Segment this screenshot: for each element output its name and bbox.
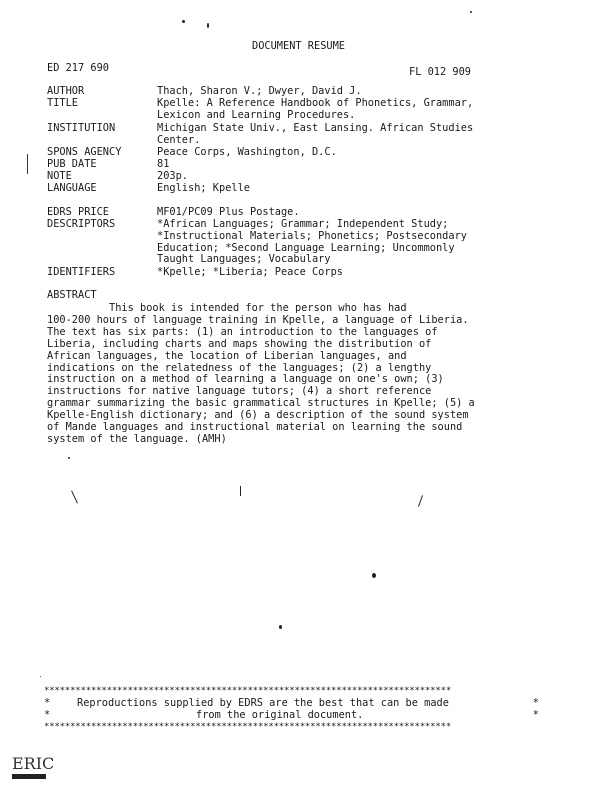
star-left: *: [44, 697, 51, 709]
scan-speck: [372, 573, 376, 578]
field-value-line: 203p.: [157, 170, 188, 182]
field-value-line: Peace Corps, Washington, D.C.: [157, 146, 337, 158]
abstract-text: [47, 303, 547, 446]
abstract-line: grammar summarizing the basic grammatical structures in Kpelle; (5) a: [47, 397, 475, 410]
footer-star-rule-bottom: ******************************************************************************: [44, 722, 452, 732]
field-label-institution: INSTITUTION: [47, 122, 116, 134]
field-value-line: English; Kpelle: [157, 182, 250, 194]
fl-number: FL 012 909: [409, 66, 471, 78]
abstract-line: This book is intended for the person who has had: [47, 302, 407, 314]
eric-logo-bar: [12, 774, 46, 779]
abstract-label: ABSTRACT: [47, 289, 97, 301]
notice-row: [44, 709, 539, 721]
field-label-spons-agency: SPONS AGENCY: [47, 146, 122, 158]
field-value-line: *Kpelle; *Liberia; Peace Corps: [157, 266, 343, 278]
scan-speck: [40, 676, 41, 677]
field-value-line: Lexicon and Learning Procedures.: [157, 108, 356, 121]
field-value-line: *African Languages; Grammar; Independent Study;: [157, 218, 449, 230]
field-value-line: Taught Languages; Vocabulary: [157, 253, 331, 266]
field-value-line: Michigan State Univ., East Lansing. African Studies: [157, 122, 474, 134]
field-label-descriptors: DESCRIPTORS: [47, 218, 116, 230]
abstract-line: Liberia, including charts and maps showing the distribution of: [47, 337, 432, 350]
field-value-title: [157, 98, 577, 122]
scan-speck: [71, 490, 78, 503]
field-value-line: 81: [157, 158, 170, 170]
scan-speck: [240, 486, 241, 496]
field-value-language: [157, 183, 577, 195]
abstract-line: 100-200 hours of language training in Kpelle, a language of Liberia.: [47, 313, 469, 326]
field-value-line: Thach, Sharon V.; Dwyer, David J.: [157, 85, 362, 97]
footer-star-rule-top: ******************************************************************************: [44, 686, 452, 696]
field-label-note: NOTE: [47, 170, 72, 182]
notice-line-2: from the original document.: [196, 709, 364, 721]
scan-speck: [279, 625, 282, 629]
field-value-line: MF01/PC09 Plus Postage.: [157, 206, 300, 218]
field-value-line: Education; *Second Language Learning; Uncommonly: [157, 241, 455, 254]
scan-speck: [68, 457, 70, 459]
field-value-descriptors: [157, 219, 577, 266]
field-value-spons-agency: [157, 147, 577, 159]
field-label-pub-date: PUB DATE: [47, 158, 97, 170]
field-value-line: *Instructional Materials; Phonetics; Postsecondary: [157, 229, 467, 242]
ed-number: ED 217 690: [47, 62, 109, 74]
field-value-line: Center.: [157, 133, 201, 146]
star-left: *: [44, 709, 51, 721]
document-title: DOCUMENT RESUME: [252, 40, 345, 52]
field-label-identifiers: IDENTIFIERS: [47, 266, 116, 278]
field-value-institution: [157, 123, 577, 147]
eric-logo: [12, 754, 55, 782]
abstract-line: African languages, the location of Liberian languages, and: [47, 349, 407, 362]
scan-speck: [470, 11, 472, 13]
notice-row: [44, 697, 539, 709]
abstract-line: instruction on a method of learning a language on one's own; (3): [47, 373, 444, 386]
field-label-edrs-price: EDRS PRICE: [47, 206, 109, 218]
scan-speck: [207, 23, 209, 28]
field-label-language: LANGUAGE: [47, 182, 97, 194]
field-label-title: TITLE: [47, 97, 78, 109]
abstract-line: indications on the relatedness of the languages; (2) a lengthy: [47, 361, 432, 374]
reproduction-notice: [44, 697, 539, 721]
field-label-author: AUTHOR: [47, 85, 85, 97]
field-value-line: Kpelle: A Reference Handbook of Phonetics, Grammar,: [157, 97, 474, 109]
abstract-line: system of the language. (AMH): [47, 432, 227, 445]
scan-speck: [418, 495, 423, 507]
star-right: *: [532, 709, 539, 721]
field-value-identifiers: [157, 267, 577, 279]
notice-line-1: Reproductions supplied by EDRS are the best that can be made: [77, 697, 449, 709]
eric-logo-text: ERIC: [12, 754, 55, 773]
abstract-line: The text has six parts: (1) an introduction to the languages of: [47, 325, 438, 338]
field-value-pub-date: [157, 159, 577, 171]
margin-mark: [27, 154, 28, 174]
star-right: *: [532, 697, 539, 709]
scan-speck: [182, 20, 185, 23]
abstract-line: Kpelle-English dictionary; and (6) a description of the sound system: [47, 409, 469, 422]
abstract-line: of Mande languages and instructional material on learning the sound: [47, 421, 463, 434]
abstract-line: instructions for native language tutors; (4) a short reference: [47, 385, 432, 398]
